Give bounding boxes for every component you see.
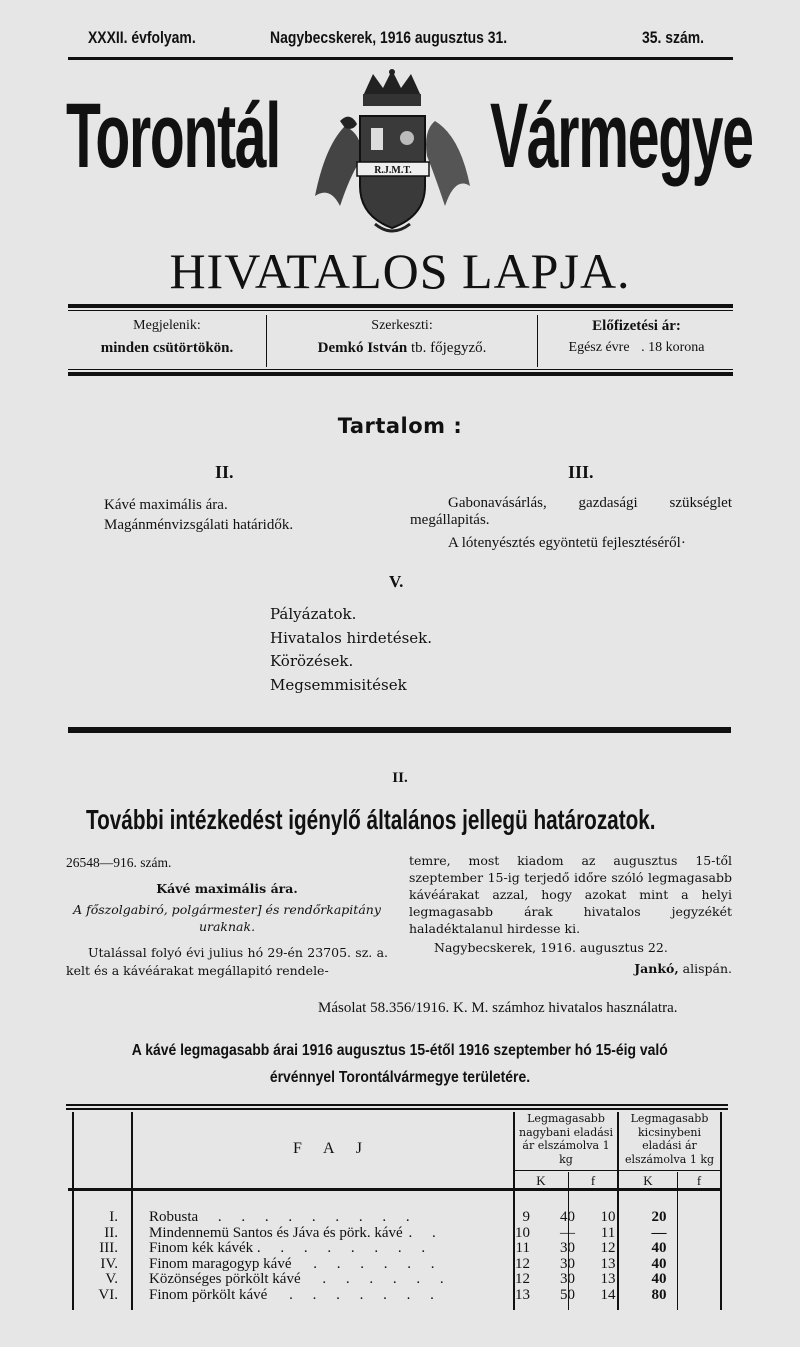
publication-info — [68, 318, 266, 357]
table-row — [74, 1226, 720, 1242]
row-numeral: II. — [104, 1224, 118, 1241]
row-numeral: IV. — [100, 1255, 118, 1272]
table-row — [74, 1272, 720, 1288]
retail-korona: 14 — [600, 1286, 616, 1303]
coffee-type: Finom pörkölt kávé — [149, 1287, 268, 1303]
coffee-type: Finom kék kávék — [149, 1241, 254, 1256]
coffee-type: Finom maragogyp kávé — [149, 1256, 292, 1272]
table-title-line: érvénnyel Torontálvármegye területére. — [269, 1069, 531, 1086]
masthead-right-word: Vármegye — [490, 85, 753, 187]
wholesale-korona: 13 — [515, 1286, 530, 1303]
info-bar-top-rule — [68, 304, 733, 308]
retail-filler: 40 — [651, 1271, 667, 1287]
contents-item[interactable]: Gabonavásárlás, gazdasági szükséglet megállapitás. — [410, 495, 732, 528]
table-title — [0, 1040, 800, 1087]
copy-note: Másolat 58.356/1916. K. M. számhoz hivatalos használatra. — [318, 1000, 678, 1016]
wholesale-korona: 9 — [522, 1209, 530, 1225]
retail-filler: 40 — [651, 1240, 667, 1256]
retail-filler: 20 — [651, 1209, 667, 1225]
article-left-column — [66, 854, 388, 980]
contents-item[interactable]: Körözések. — [270, 652, 354, 670]
editor-name: Demkó István — [317, 340, 408, 356]
wholesale-filler: — — [560, 1224, 575, 1241]
right-paragraph: temre, most kiadom az augusztus 15-től szeptember 15-ig terjedő időre szóló legmagasabb kávéárakat azzal, hogy azokat mint a helyi legmagasabb árak hivatalos jegyzékét haladéktalanul hirdesse ki. — [409, 853, 732, 936]
table-row — [74, 1210, 720, 1226]
contents-section-iii — [410, 495, 732, 553]
row-numeral: V. — [105, 1271, 118, 1287]
contents-title: Tartalom : — [337, 414, 463, 438]
column-header-k: K — [536, 1173, 546, 1188]
subscription-info — [539, 318, 734, 356]
column-header-type: F A J — [293, 1140, 371, 1157]
wholesale-filler: 30 — [560, 1271, 575, 1287]
wholesale-filler: 50 — [560, 1286, 575, 1303]
editor-title: tb. főjegyző. — [410, 340, 487, 356]
contents-item[interactable]: Pályázatok. — [270, 605, 357, 623]
article-right-column — [409, 852, 732, 978]
coat-of-arms-icon — [305, 66, 480, 238]
contents-section-v — [270, 603, 432, 697]
publication-value: minden csütörtökön. — [100, 340, 234, 356]
leader-dots: . . . . . . . — [289, 1287, 442, 1303]
contents-divider-rule — [68, 727, 731, 733]
left-paragraph: Utalással folyó évi julius hó 29-én 23705. sz. a. kelt és a kávéárakat megállapitó rendele- — [66, 945, 388, 978]
volume-label: XXXII. évfolyam. — [88, 28, 196, 47]
info-bar-divider — [537, 315, 538, 367]
column-header-wholesale: Legmagasabb nagybani eladási ár elszámolva 1 kg — [519, 1112, 613, 1166]
table-row — [74, 1257, 720, 1273]
info-bar-divider — [266, 315, 267, 367]
retail-korona: 10 — [600, 1209, 616, 1225]
wholesale-korona: 10 — [515, 1224, 530, 1241]
column-header-retail: Legmagasabb kicsinybeni eladási ár elszámolva 1 kg — [624, 1112, 715, 1166]
contents-item[interactable]: Megsemmisitések — [270, 675, 407, 694]
coffee-type: Robusta — [149, 1210, 199, 1225]
contents-title-wrap — [0, 414, 800, 438]
section-heading: További intézkedést igénylő általános jellegü határozatok. — [86, 804, 656, 835]
retail-korona: 13 — [600, 1255, 616, 1272]
signature — [409, 960, 732, 978]
contents-item[interactable]: Kávé maximális ára. — [104, 497, 228, 513]
header-rule — [68, 57, 733, 60]
contents-section-numeral: V. — [389, 572, 404, 591]
column-header-f: f — [590, 1173, 596, 1188]
subscription-price: . 18 korona — [641, 340, 705, 355]
retail-korona: 11 — [600, 1224, 616, 1241]
retail-filler: — — [651, 1224, 667, 1241]
row-numeral: VI. — [98, 1286, 118, 1303]
editor-label: Szerkeszti: — [371, 318, 433, 333]
price-table-body — [74, 1210, 720, 1303]
wholesale-korona: 12 — [515, 1271, 530, 1287]
leader-dots: . . — [408, 1225, 444, 1241]
contents-item[interactable]: Magánménvizsgálati határidők. — [104, 517, 294, 533]
subscription-label: Előfizetési ár: — [592, 318, 681, 334]
table-title-line: A kávé legmagasabb árai 1916 augusztus 15-étől 1916 szeptember hó 15-éig való — [131, 1042, 669, 1059]
leader-dots: . . . . . . . . — [256, 1241, 434, 1256]
masthead-subtitle: HIVATALOS LAPJA. — [169, 243, 631, 299]
info-bar-top-rule-thin — [68, 310, 733, 311]
coffee-type: Mindennemü Santos és Jáva és pörk. kávé — [149, 1225, 403, 1241]
reference-number: 26548—916. szám. — [66, 855, 172, 870]
contents-section-numeral: III. — [568, 462, 594, 482]
row-numeral: III. — [99, 1240, 118, 1256]
retail-korona: 12 — [600, 1240, 616, 1256]
retail-korona: 13 — [600, 1271, 616, 1287]
editor-info — [268, 318, 536, 357]
addressee-line: A főszolgabiró, polgármester] és rendőrkapitány — [73, 902, 381, 917]
info-bar-bottom-rule — [68, 372, 733, 376]
contents-item[interactable]: Hivatalos hirdetések. — [270, 628, 433, 647]
retail-filler: 40 — [651, 1255, 667, 1272]
row-numeral: I. — [109, 1209, 118, 1225]
masthead-left-word: Torontál — [66, 85, 280, 187]
info-bar-bottom-rule-thin — [68, 369, 733, 370]
contents-section-ii — [104, 495, 364, 535]
signature-title: alispán. — [682, 961, 732, 976]
column-header-k: K — [643, 1173, 653, 1188]
place-date: Nagybecskerek, 1916 augusztus 31. — [270, 28, 508, 47]
issue-number: 35. szám. — [642, 28, 704, 47]
contents-section-numeral: II. — [215, 462, 234, 482]
contents-item[interactable]: A lótenyésztés egyöntetü fejlesztéséről· — [448, 535, 686, 551]
wholesale-filler: 30 — [560, 1255, 575, 1272]
addressee — [66, 901, 388, 935]
table-row — [74, 1241, 720, 1257]
dateline: Nagybecskerek, 1916. augusztus 22. — [434, 940, 668, 955]
leader-dots: . . . . . . — [322, 1272, 452, 1287]
wholesale-filler: 30 — [560, 1240, 575, 1256]
wholesale-korona: 11 — [515, 1240, 530, 1256]
leader-dots: . . . . . . . . . — [217, 1210, 418, 1225]
addressee-line: uraknak. — [198, 919, 256, 934]
coffee-type: Közönséges pörkölt kávé — [149, 1272, 301, 1287]
subscription-period: Egész évre — [568, 340, 630, 355]
table-row — [74, 1288, 720, 1304]
wholesale-korona: 12 — [515, 1255, 530, 1272]
signature-name: Jankó, — [634, 961, 679, 976]
article-title: Kávé maximális ára. — [156, 881, 298, 896]
publication-label: Megjelenik: — [133, 318, 201, 333]
retail-filler: 80 — [651, 1286, 667, 1303]
leader-dots: . . . . . . — [313, 1256, 443, 1272]
column-header-f: f — [696, 1173, 702, 1188]
wholesale-filler: 40 — [560, 1209, 575, 1225]
section-numeral: II. — [392, 770, 408, 786]
svg-text:R.J.M.T.: R.J.M.T. — [374, 165, 412, 176]
